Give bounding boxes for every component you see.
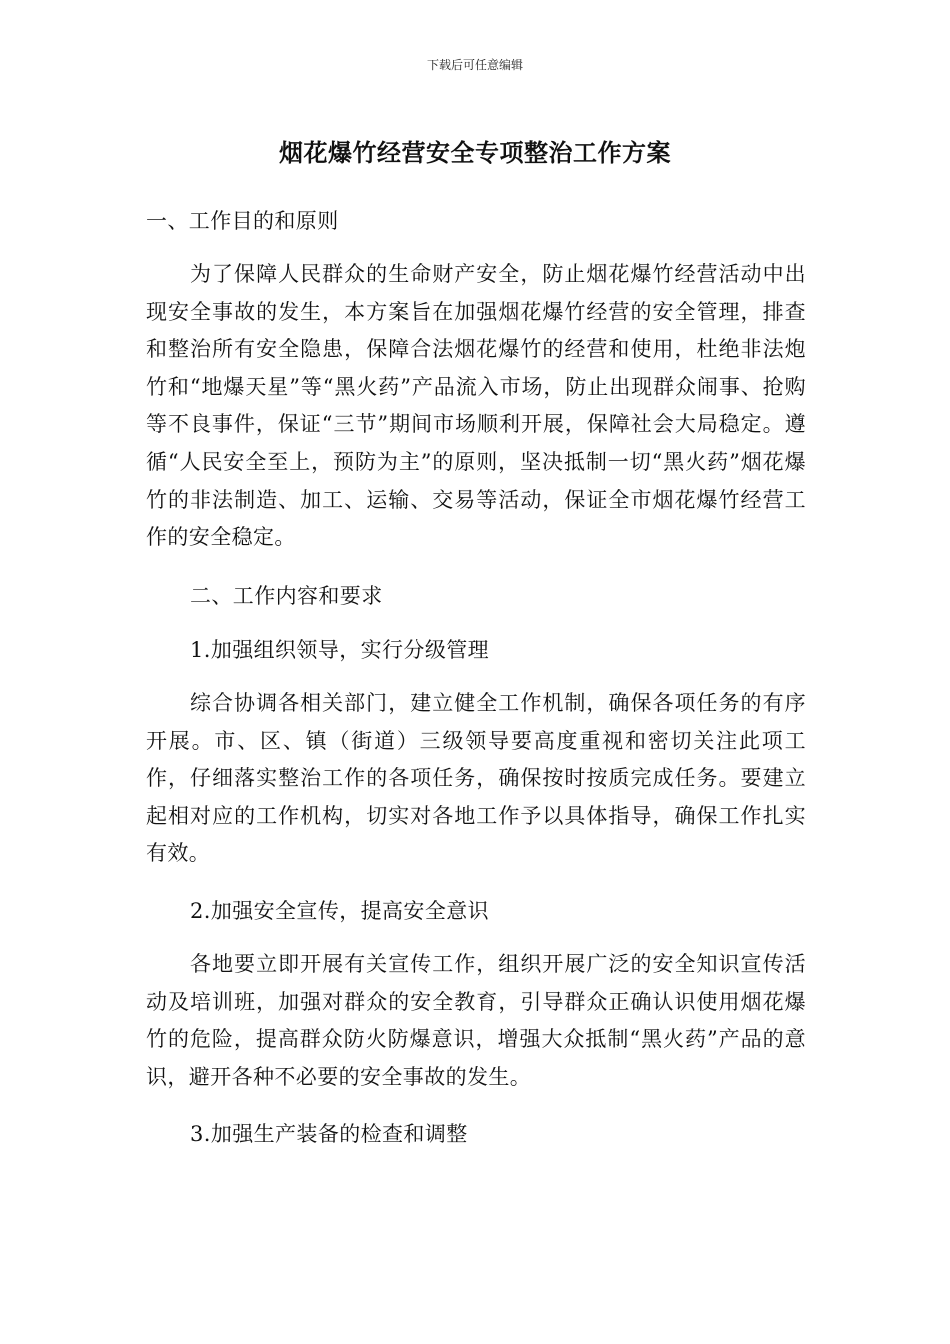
section-heading-1: 一、工作目的和原则 — [146, 209, 339, 233]
header-note: 下载后可任意编辑 — [426, 58, 523, 72]
subsection-heading-2: 2.加强安全宣传，提高安全意识 — [190, 899, 490, 923]
section-heading-2: 二、工作内容和要求 — [190, 584, 383, 608]
paragraph-purpose: 为了保障人民群众的生命财产安全，防止烟花爆竹经营活动中出现安全事故的发生，本方案旨在加强烟花爆竹经营的安全管理，排查和整治所有安全隐患，保障合法烟花爆竹的经营和使用，杜绝非法炮竹和“地爆天星”等“黑火药”产品流入市场，防止出现群众闹事、抢购等不良事件，保证“三节”期间市场顺利开展，保障社会大局稳定。遵循“人民安全至上，预防为主”的原则，坚决抵制一切“黑火药”烟花爆竹的非法制造、加工、运输、交易等活动，保证全市烟花爆竹经营工作的安全稳定。 — [146, 262, 806, 550]
subsection-heading-1: 1.加强组织领导，实行分级管理 — [190, 638, 490, 662]
paragraph-organization: 综合协调各相关部门，建立健全工作机制，确保各项任务的有序开展。市、区、镇（街道）三级领导要高度重视和密切关注此项工作，仔细落实整治工作的各项任务，确保按时按质完成任务。要建立起相对应的工作机构，切实对各地工作予以具体指导，确保工作扎实有效。 — [146, 691, 806, 866]
paragraph-publicity: 各地要立即开展有关宣传工作，组织开展广泛的安全知识宣传活动及培训班，加强对群众的安全教育，引导群众正确认识使用烟花爆竹的危险，提高群众防火防爆意识，增强大众抵制“黑火药”产品的意识，避开各种不必要的安全事故的发生。 — [146, 952, 806, 1089]
document-title: 烟花爆竹经营安全专项整治工作方案 — [279, 139, 671, 167]
subsection-heading-3: 3.加强生产装备的检查和调整 — [190, 1122, 468, 1146]
